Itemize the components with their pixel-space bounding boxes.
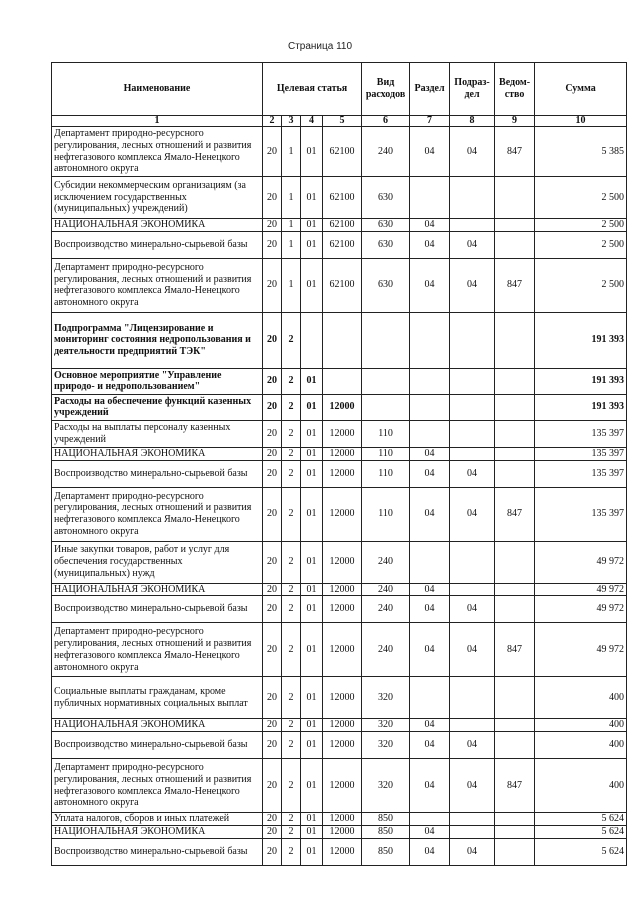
section: 04: [410, 825, 450, 838]
row-sum: 135 397: [535, 447, 627, 460]
expense-kind: 630: [362, 177, 410, 219]
expense-kind: 240: [362, 127, 410, 177]
expense-kind: 630: [362, 258, 410, 312]
target-program: 20: [263, 838, 282, 865]
row-sum: 191 393: [535, 312, 627, 368]
row-sum: 400: [535, 759, 627, 813]
target-program: 20: [263, 541, 282, 583]
table-row: [52, 460, 627, 487]
target-subprogram: 2: [282, 420, 301, 447]
subsection: [450, 677, 495, 719]
row-sum: 400: [535, 719, 627, 732]
subsection: 04: [450, 623, 495, 677]
target-direction: 62100: [323, 258, 362, 312]
subsection: [450, 447, 495, 460]
table-row: [52, 420, 627, 447]
target-subprogram: 2: [282, 813, 301, 826]
target-direction: 12000: [323, 460, 362, 487]
header-department: Ведом-ство: [495, 63, 535, 116]
expense-kind: 320: [362, 759, 410, 813]
target-program: 20: [263, 177, 282, 219]
section: 04: [410, 583, 450, 596]
column-number-row: [52, 116, 627, 127]
table-row: [52, 231, 627, 258]
column-number: 2: [263, 116, 282, 127]
department-code: [495, 368, 535, 394]
section: 04: [410, 487, 450, 541]
row-name: Воспроизводство минерально-сырьевой базы: [52, 231, 263, 258]
department-code: [495, 177, 535, 219]
department-code: [495, 838, 535, 865]
target-subprogram: 2: [282, 394, 301, 420]
target-subprogram: 1: [282, 219, 301, 232]
row-name: Воспроизводство минерально-сырьевой базы: [52, 460, 263, 487]
table-row: [52, 732, 627, 759]
department-code: [495, 732, 535, 759]
section: [410, 177, 450, 219]
target-direction: 62100: [323, 231, 362, 258]
expense-kind: 630: [362, 219, 410, 232]
subsection: 04: [450, 596, 495, 623]
target-event: 01: [301, 732, 323, 759]
department-code: 847: [495, 759, 535, 813]
department-code: 847: [495, 623, 535, 677]
target-event: 01: [301, 759, 323, 813]
target-program: 20: [263, 759, 282, 813]
row-sum: 400: [535, 677, 627, 719]
target-subprogram: 2: [282, 677, 301, 719]
row-sum: 135 397: [535, 460, 627, 487]
target-program: 20: [263, 127, 282, 177]
row-name: Иные закупки товаров, работ и услуг для обеспечения государственных (муниципальных) нужд: [52, 541, 263, 583]
department-code: [495, 596, 535, 623]
expense-kind: 850: [362, 838, 410, 865]
target-subprogram: 2: [282, 623, 301, 677]
column-number: 9: [495, 116, 535, 127]
table-row: [52, 825, 627, 838]
row-sum: 135 397: [535, 420, 627, 447]
department-code: [495, 420, 535, 447]
department-code: [495, 394, 535, 420]
target-direction: 12000: [323, 447, 362, 460]
target-program: 20: [263, 487, 282, 541]
row-name: НАЦИОНАЛЬНАЯ ЭКОНОМИКА: [52, 219, 263, 232]
column-number: 5: [323, 116, 362, 127]
target-direction: 12000: [323, 813, 362, 826]
subsection: 04: [450, 127, 495, 177]
expense-kind: 240: [362, 583, 410, 596]
row-name: Воспроизводство минерально-сырьевой базы: [52, 596, 263, 623]
table-row: [52, 127, 627, 177]
table-row: [52, 813, 627, 826]
target-event: 01: [301, 231, 323, 258]
row-name: Департамент природно-ресурсного регулирования, лесных отношений и развития нефтегазового комплекса Ямало-Ненецкого автономного округа: [52, 258, 263, 312]
target-program: 20: [263, 825, 282, 838]
header-target-article: Целевая статья: [263, 63, 362, 116]
row-name: Уплата налогов, сборов и иных платежей: [52, 813, 263, 826]
row-sum: 5 385: [535, 127, 627, 177]
subsection: [450, 219, 495, 232]
target-program: 20: [263, 219, 282, 232]
subsection: [450, 813, 495, 826]
target-direction: 12000: [323, 394, 362, 420]
target-event: 01: [301, 368, 323, 394]
subsection: 04: [450, 838, 495, 865]
target-direction: 62100: [323, 177, 362, 219]
row-sum: 49 972: [535, 583, 627, 596]
row-name: Департамент природно-ресурсного регулирования, лесных отношений и развития нефтегазового комплекса Ямало-Ненецкого автономного округа: [52, 623, 263, 677]
target-event: 01: [301, 394, 323, 420]
target-program: 20: [263, 420, 282, 447]
department-code: [495, 447, 535, 460]
row-sum: 2 500: [535, 258, 627, 312]
row-sum: 2 500: [535, 231, 627, 258]
table-row: [52, 394, 627, 420]
column-number: 3: [282, 116, 301, 127]
row-sum: 5 624: [535, 838, 627, 865]
section: [410, 677, 450, 719]
section: 04: [410, 447, 450, 460]
section: [410, 813, 450, 826]
department-code: [495, 677, 535, 719]
target-subprogram: 2: [282, 368, 301, 394]
expense-kind: 240: [362, 623, 410, 677]
target-event: [301, 312, 323, 368]
row-sum: 49 972: [535, 541, 627, 583]
target-event: 01: [301, 825, 323, 838]
expense-kind: 320: [362, 677, 410, 719]
section: 04: [410, 596, 450, 623]
row-name: Департамент природно-ресурсного регулирования, лесных отношений и развития нефтегазового комплекса Ямало-Ненецкого автономного округа: [52, 487, 263, 541]
subsection: [450, 541, 495, 583]
expense-kind: 110: [362, 420, 410, 447]
target-direction: 12000: [323, 719, 362, 732]
target-event: 01: [301, 258, 323, 312]
target-program: 20: [263, 596, 282, 623]
section: 04: [410, 127, 450, 177]
target-subprogram: 1: [282, 177, 301, 219]
target-event: 01: [301, 219, 323, 232]
expense-kind: 110: [362, 447, 410, 460]
row-sum: 191 393: [535, 368, 627, 394]
target-subprogram: 2: [282, 719, 301, 732]
department-code: [495, 460, 535, 487]
target-program: 20: [263, 677, 282, 719]
target-direction: 62100: [323, 127, 362, 177]
row-name: Департамент природно-ресурсного регулирования, лесных отношений и развития нефтегазового комплекса Ямало-Ненецкого автономного округа: [52, 759, 263, 813]
table-row: [52, 368, 627, 394]
row-name: НАЦИОНАЛЬНАЯ ЭКОНОМИКА: [52, 825, 263, 838]
expense-kind: 110: [362, 487, 410, 541]
target-direction: 12000: [323, 623, 362, 677]
table-row: [52, 677, 627, 719]
section: 04: [410, 231, 450, 258]
target-direction: 12000: [323, 541, 362, 583]
target-event: 01: [301, 177, 323, 219]
target-subprogram: 2: [282, 759, 301, 813]
target-subprogram: 2: [282, 541, 301, 583]
column-number: 6: [362, 116, 410, 127]
target-program: 20: [263, 368, 282, 394]
column-number: 7: [410, 116, 450, 127]
target-event: 01: [301, 596, 323, 623]
row-sum: 49 972: [535, 623, 627, 677]
subsection: [450, 368, 495, 394]
expense-kind: 240: [362, 541, 410, 583]
table-row: [52, 596, 627, 623]
section: [410, 368, 450, 394]
expense-kind: [362, 368, 410, 394]
subsection: 04: [450, 732, 495, 759]
row-name: Подпрограмма "Лицензирование и мониторинг состояния недропользования и деятельности предприятий ТЭК": [52, 312, 263, 368]
row-name: НАЦИОНАЛЬНАЯ ЭКОНОМИКА: [52, 583, 263, 596]
section: 04: [410, 623, 450, 677]
target-subprogram: 1: [282, 231, 301, 258]
target-program: 20: [263, 258, 282, 312]
row-sum: 2 500: [535, 177, 627, 219]
column-number: 4: [301, 116, 323, 127]
row-name: Социальные выплаты гражданам, кроме публичных нормативных социальных выплат: [52, 677, 263, 719]
expense-kind: 630: [362, 231, 410, 258]
expense-kind: [362, 394, 410, 420]
expense-kind: [362, 312, 410, 368]
department-code: [495, 719, 535, 732]
expense-kind: 110: [362, 460, 410, 487]
subsection: [450, 825, 495, 838]
target-event: 01: [301, 541, 323, 583]
expense-kind: 850: [362, 813, 410, 826]
target-event: 01: [301, 447, 323, 460]
section: 04: [410, 838, 450, 865]
table-header-row: [52, 63, 627, 116]
table-row: [52, 838, 627, 865]
row-sum: 135 397: [535, 487, 627, 541]
expense-kind: 320: [362, 719, 410, 732]
target-subprogram: 2: [282, 312, 301, 368]
target-subprogram: 1: [282, 258, 301, 312]
row-name: Воспроизводство минерально-сырьевой базы: [52, 838, 263, 865]
target-subprogram: 2: [282, 460, 301, 487]
expense-kind: 240: [362, 596, 410, 623]
department-code: 847: [495, 487, 535, 541]
target-event: 01: [301, 813, 323, 826]
subsection: [450, 420, 495, 447]
target-direction: 12000: [323, 825, 362, 838]
expense-kind: 850: [362, 825, 410, 838]
subsection: 04: [450, 258, 495, 312]
section: 04: [410, 219, 450, 232]
target-direction: 12000: [323, 838, 362, 865]
department-code: 847: [495, 127, 535, 177]
subsection: [450, 177, 495, 219]
target-direction: 12000: [323, 759, 362, 813]
section: [410, 394, 450, 420]
table-row: [52, 623, 627, 677]
row-sum: 5 624: [535, 825, 627, 838]
section: [410, 420, 450, 447]
row-name: Субсидии некоммерческим организациям (за исключением государственных (муниципальных) учреждений): [52, 177, 263, 219]
section: 04: [410, 732, 450, 759]
subsection: [450, 719, 495, 732]
target-program: 20: [263, 732, 282, 759]
row-name: Основное мероприятие "Управление природо- и недропользованием": [52, 368, 263, 394]
header-sum: Сумма: [535, 63, 627, 116]
subsection: 04: [450, 231, 495, 258]
section: [410, 312, 450, 368]
target-program: 20: [263, 460, 282, 487]
target-event: 01: [301, 623, 323, 677]
target-direction: 12000: [323, 583, 362, 596]
row-name: Расходы на выплаты персоналу казенных учреждений: [52, 420, 263, 447]
row-name: Воспроизводство минерально-сырьевой базы: [52, 732, 263, 759]
subsection: 04: [450, 460, 495, 487]
table-row: [52, 541, 627, 583]
target-program: 20: [263, 813, 282, 826]
subsection: 04: [450, 759, 495, 813]
section: 04: [410, 759, 450, 813]
table-row: [52, 583, 627, 596]
row-sum: 5 624: [535, 813, 627, 826]
subsection: 04: [450, 487, 495, 541]
column-number: 8: [450, 116, 495, 127]
section: [410, 541, 450, 583]
target-program: 20: [263, 394, 282, 420]
target-program: 20: [263, 583, 282, 596]
section: 04: [410, 460, 450, 487]
target-direction: [323, 368, 362, 394]
target-subprogram: 2: [282, 825, 301, 838]
target-direction: [323, 312, 362, 368]
header-section: Раздел: [410, 63, 450, 116]
department-code: [495, 583, 535, 596]
row-sum: 400: [535, 732, 627, 759]
target-program: 20: [263, 231, 282, 258]
target-program: 20: [263, 312, 282, 368]
header-name: Наименование: [52, 63, 263, 116]
header-subsection: Подраз-дел: [450, 63, 495, 116]
target-subprogram: 2: [282, 838, 301, 865]
subsection: [450, 394, 495, 420]
table-row: [52, 219, 627, 232]
target-subprogram: 2: [282, 487, 301, 541]
section: 04: [410, 258, 450, 312]
table-row: [52, 719, 627, 732]
table-row: [52, 759, 627, 813]
budget-table: [51, 62, 627, 866]
row-name: Расходы на обеспечение функций казенных учреждений: [52, 394, 263, 420]
row-sum: 49 972: [535, 596, 627, 623]
target-program: 20: [263, 719, 282, 732]
department-code: [495, 312, 535, 368]
row-name: Департамент природно-ресурсного регулирования, лесных отношений и развития нефтегазового комплекса Ямало-Ненецкого автономного округа: [52, 127, 263, 177]
target-event: 01: [301, 838, 323, 865]
column-number: 10: [535, 116, 627, 127]
target-event: 01: [301, 583, 323, 596]
department-code: [495, 219, 535, 232]
target-direction: 12000: [323, 732, 362, 759]
row-sum: 191 393: [535, 394, 627, 420]
table-row: [52, 447, 627, 460]
department-code: 847: [495, 258, 535, 312]
department-code: [495, 813, 535, 826]
row-sum: 2 500: [535, 219, 627, 232]
header-expense-kind: Вид расходов: [362, 63, 410, 116]
target-direction: 62100: [323, 219, 362, 232]
target-event: 01: [301, 677, 323, 719]
target-subprogram: 2: [282, 596, 301, 623]
target-direction: 12000: [323, 596, 362, 623]
column-number: 1: [52, 116, 263, 127]
target-direction: 12000: [323, 420, 362, 447]
target-direction: 12000: [323, 487, 362, 541]
target-program: 20: [263, 447, 282, 460]
department-code: [495, 231, 535, 258]
subsection: [450, 583, 495, 596]
table-row: [52, 312, 627, 368]
target-subprogram: 2: [282, 447, 301, 460]
target-subprogram: 2: [282, 732, 301, 759]
row-name: НАЦИОНАЛЬНАЯ ЭКОНОМИКА: [52, 447, 263, 460]
department-code: [495, 825, 535, 838]
table-row: [52, 177, 627, 219]
table-row: [52, 258, 627, 312]
target-subprogram: 2: [282, 583, 301, 596]
target-direction: 12000: [323, 677, 362, 719]
target-subprogram: 1: [282, 127, 301, 177]
target-event: 01: [301, 420, 323, 447]
table-body: [52, 127, 627, 866]
expense-kind: 320: [362, 732, 410, 759]
target-program: 20: [263, 623, 282, 677]
department-code: [495, 541, 535, 583]
target-event: 01: [301, 719, 323, 732]
subsection: [450, 312, 495, 368]
target-event: 01: [301, 460, 323, 487]
page-number-label: Страница 110: [287, 41, 353, 52]
section: 04: [410, 719, 450, 732]
row-name: НАЦИОНАЛЬНАЯ ЭКОНОМИКА: [52, 719, 263, 732]
target-event: 01: [301, 487, 323, 541]
target-event: 01: [301, 127, 323, 177]
table-row: [52, 487, 627, 541]
